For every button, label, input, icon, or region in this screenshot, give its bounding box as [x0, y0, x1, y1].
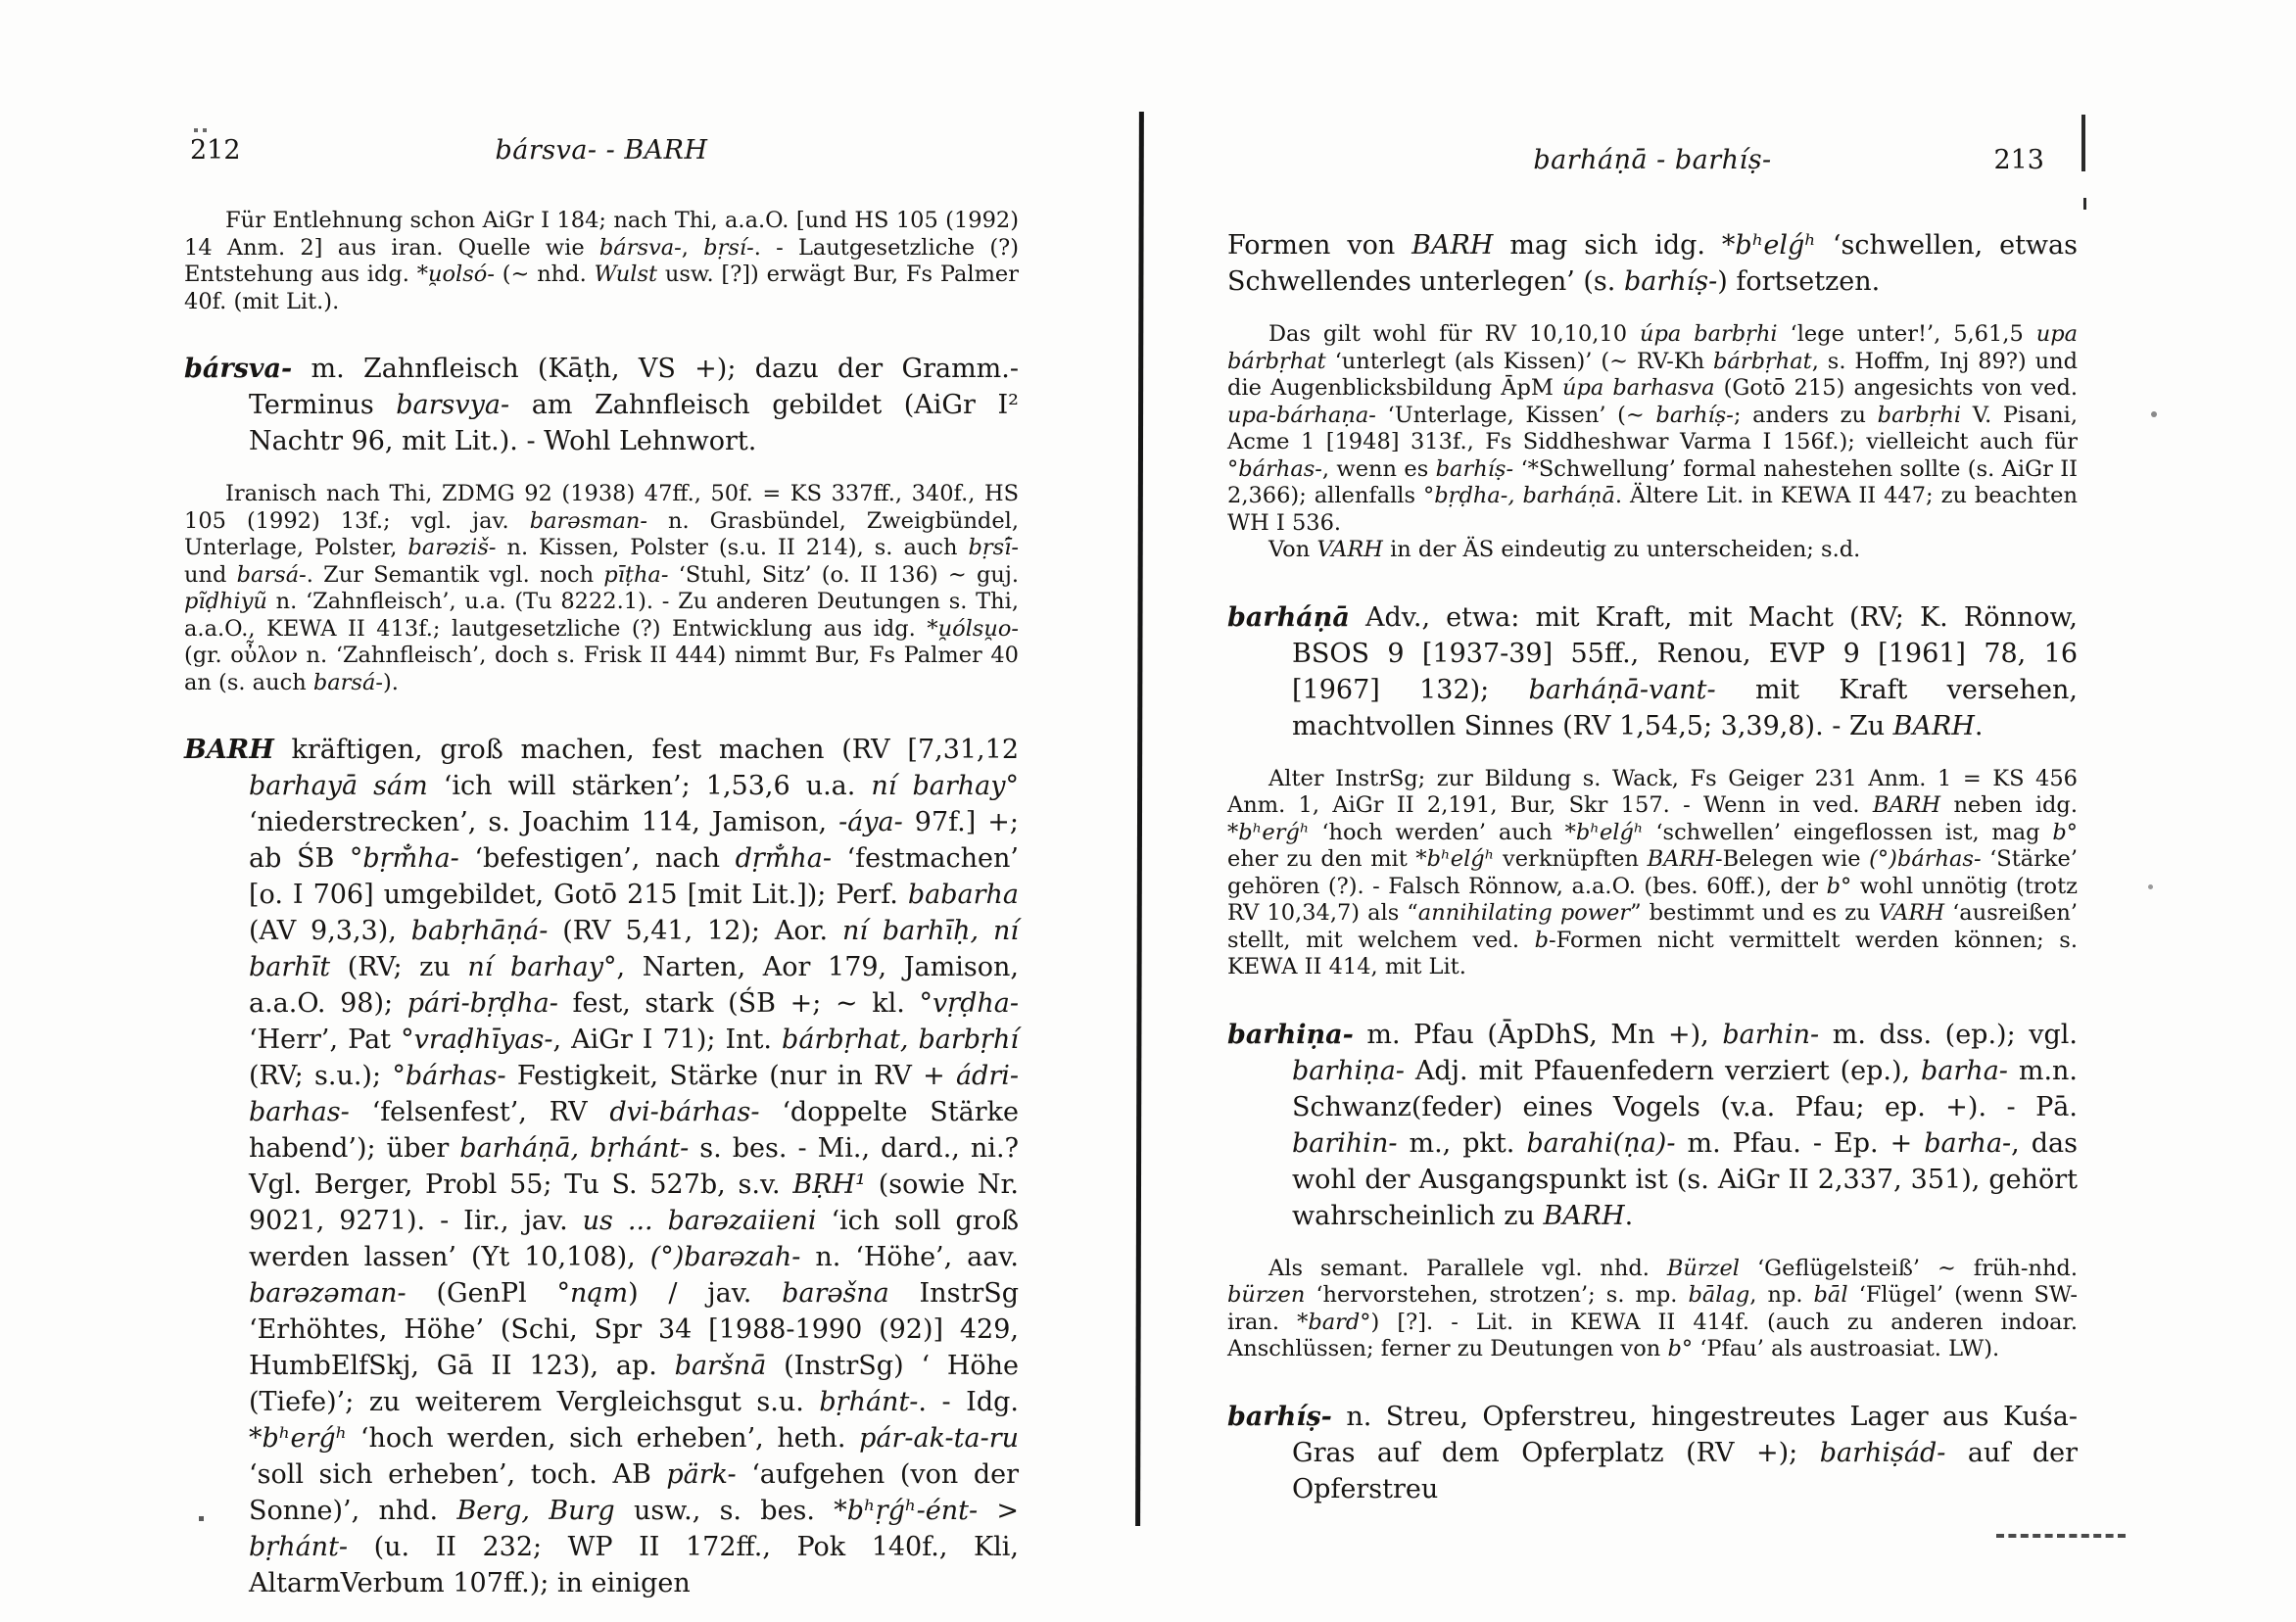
text-run: eher zu den mit — [1227, 846, 1416, 872]
text-run: barəšna — [782, 1278, 889, 1309]
left-column-blocks — [184, 208, 1019, 1601]
text-run: Für Entlehnung schon AiGr I 184; nach Thi, a.a.O. [und HS 105 (1992) 14 Anm. 2] aus iran. Quelle wie — [184, 208, 1019, 261]
text-run: , AiGr I 71); Int. — [552, 1025, 783, 1055]
text-run: BARH — [1543, 1200, 1625, 1231]
text-run: ‘ausreißen’ stellt, mit welchem ved. — [1227, 900, 2079, 953]
paragraph — [184, 351, 1019, 459]
text-run: *bʰelǵʰ — [1564, 819, 1644, 845]
text-run: in der ÄS eindeutig zu unterscheiden; s.d. — [1382, 537, 1861, 562]
text-run: ‘doppelte Stärke habend’); über — [249, 1097, 1019, 1164]
text-run: kräftigen, groß machen, fest machen (RV [7,31,12 — [273, 735, 1019, 765]
scan-artifact-dot — [203, 128, 207, 132]
text-run: (GenPl — [406, 1278, 557, 1309]
text-run: barbṛhi — [1877, 402, 1962, 428]
headword: BARH — [184, 735, 274, 765]
text-run: Alter InstrSg; zur Bildung s. Wack, Fs Geiger 231 Anm. 1 = KS 456 Anm. 1, AiGr II 2,191, Bur, Skr 157. - Wenn in ved. — [1227, 765, 2078, 818]
scan-artifact-dashes — [1996, 1534, 2126, 1538]
text-run: und — [184, 561, 237, 588]
text-run: bṛhánt- — [819, 1387, 919, 1417]
text-run: barhíṣ- — [1623, 266, 1718, 297]
text-run: barəziš- — [407, 535, 497, 560]
text-run: barháṇā, bṛhánt- — [459, 1133, 690, 1164]
headword: bársva- — [184, 354, 293, 384]
text-run: ‘ich soll groß werden lassen’ (Yt 10,108), — [249, 1206, 1019, 1272]
scan-artifact-dot — [2151, 411, 2157, 417]
running-title-right: barháṇā - barhíṣ- — [1533, 145, 1772, 175]
text-run: barəsman- — [529, 507, 647, 534]
text-run: verknüpften — [1494, 846, 1648, 872]
text-run: barháṇā-vant- — [1528, 674, 1716, 705]
text-run: (u. II 232; WP II 172ff., Pok 140f., Kli, AltarmVerbum 107ff.); in einigen — [249, 1532, 1019, 1598]
text-run: , np. — [1749, 1282, 1814, 1308]
text-run: (AV 9,3,3), — [249, 916, 411, 946]
text-run: ; anders zu — [1733, 402, 1878, 428]
text-run: BARH — [1647, 846, 1715, 872]
text-run: bṛsí- — [703, 234, 754, 261]
text-run: , s. Hoffm, Inj 89?) und die Augenblicksbildung ĀpM — [1227, 348, 2078, 401]
text-run: °bárhas- — [392, 1061, 506, 1091]
text-run: annihilating power — [1417, 900, 1631, 926]
text-run: *u̯olsó- — [416, 262, 495, 287]
text-run: bársva- — [598, 234, 682, 261]
text-run: úpa barbṛhi — [1639, 321, 1778, 347]
text-run: (gr. οὖλον n. ‘Zahnfleisch’, doch s. Frisk II 444) nimmt Bur, Fs Palmer 40 an (s. auch — [184, 643, 1019, 695]
text-run: *bʰerǵʰ — [249, 1423, 348, 1454]
text-run: barsá- — [236, 561, 307, 588]
page-left — [184, 135, 1019, 1601]
paragraph — [1227, 1399, 2078, 1507]
scan-artifact-mark — [2081, 115, 2085, 171]
text-run: *u̯ólsu̯o- — [927, 615, 1019, 642]
text-run: ‘hoch werden, sich erheben’, heth. — [347, 1423, 860, 1454]
text-run: ‘Geflügelsteiß’ ~ früh-nhd. — [1740, 1255, 2078, 1281]
text-run: (~ nhd. — [494, 262, 595, 287]
text-run: *bard° — [1297, 1309, 1371, 1335]
text-run: bṛsī́- — [968, 535, 1019, 560]
text-run: ní barhay° — [871, 771, 1020, 801]
text-run: *bʰṛǵʰ-ént- — [834, 1496, 979, 1526]
text-run: bālag — [1688, 1282, 1750, 1308]
text-run: BARH — [1872, 792, 1941, 818]
text-run: ‘festmachen’ [o. I 706] umgebildet, Gotō 215 [mit Lit.]); Perf. — [249, 843, 1019, 910]
text-run: n. Grasbündel, Zweigbündel, Unterlage, Polster, — [184, 507, 1019, 560]
text-run: n. ‘Zahnfleisch’, u.a. (Tu 8222.1). - Zu anderen Deutungen s. Thi, a.a.O., KEWA II 413f.; lautgesetzliche (?) Entwicklung aus idg. — [184, 589, 1019, 642]
paragraph — [1227, 1256, 2078, 1363]
text-run: m. dss. (ep.); vgl. — [1819, 1019, 2078, 1050]
text-run: barsá- — [312, 669, 383, 695]
text-run: Iranisch nach Thi, ZDMG 92 (1938) 47ff., 50f. = KS 337ff., 340f., HS 105 (1992) 13f.; vgl. jav. — [184, 481, 1019, 534]
paragraph — [1227, 766, 2078, 981]
text-run: dṛm̐ha- — [735, 843, 832, 874]
text-run: . Zur Semantik vgl. noch — [306, 561, 604, 588]
text-run: bárbṛhat, barbṛhí — [782, 1025, 1019, 1055]
text-run: (RV; s.u.); — [249, 1061, 393, 1091]
text-run: ní barhay° — [467, 952, 617, 982]
paragraph — [1227, 321, 2078, 537]
text-run: ádri-barhas- — [249, 1061, 1019, 1127]
text-run: ‘befestigen’, nach — [458, 843, 736, 874]
right-column-blocks — [1227, 227, 2078, 1507]
text-run: (InstrSg) ‘ Höhe (Tiefe)’; zu weiterem Vergleichsgut s.u. — [249, 1351, 1020, 1417]
paragraph — [1227, 599, 2078, 744]
text-run: ‘lege unter!’, 5,61,5 — [1777, 321, 2036, 347]
text-run: °nąm — [556, 1278, 629, 1309]
headword: barhiṇa- — [1227, 1019, 1354, 1050]
text-run: Adj. mit Pfauenfedern verziert (ep.), — [1404, 1055, 1922, 1086]
text-run: Als semant. Parallele vgl. nhd. — [1268, 1255, 1667, 1281]
text-run: m. Zahnfleisch (Kāṭh, VS +); dazu der Gramm.-Terminus — [249, 354, 1019, 420]
text-run: n. Streu, Opferstreu, hingestreutes Lager aus Kuśa-Gras auf dem Opferplatz (RV +); — [1292, 1401, 2078, 1468]
text-run: babṛhāṇá- — [410, 916, 549, 946]
text-run: bárbṛhat — [1713, 348, 1812, 374]
text-run: . — [1974, 710, 1984, 741]
text-run: barha- — [1921, 1055, 2008, 1086]
text-run: barahi(ṇa)- — [1526, 1127, 1676, 1159]
text-run: ‘niederstrecken’, s. Joachim 114, Jamison, — [249, 807, 839, 837]
text-run: barihin- — [1292, 1127, 1398, 1159]
text-run: barsvya- — [396, 390, 510, 420]
page-number-right: 213 — [1993, 145, 2044, 175]
text-run: (RV; zu — [330, 952, 468, 982]
paragraph — [1227, 1017, 2078, 1234]
text-run: , wenn es — [1321, 455, 1436, 482]
text-run: ‘aufgehen (von der Sonne)’, nhd. — [249, 1459, 1019, 1526]
text-run: , das wohl der Ausgangspunkt ist (s. AiGr II 2,337, 351), gehört wahrscheinlich zu — [1292, 1127, 2079, 1231]
text-run: *bʰelǵʰ — [1415, 846, 1495, 872]
text-run: *bʰelǵʰ — [1721, 230, 1816, 261]
text-run: 97f.] +; ab ŚB — [249, 807, 1019, 874]
text-run: °vraḍhīyas- — [401, 1025, 553, 1055]
text-run: . - Lautgesetzliche (?) Entstehung aus idg. — [184, 234, 1019, 287]
text-run: us ... barəzaiieni — [582, 1206, 817, 1236]
text-run: pĩḍhiyũ — [184, 589, 267, 614]
text-run: ) / jav. — [628, 1278, 783, 1309]
text-run: , — [681, 234, 704, 261]
text-run: bāl — [1813, 1282, 1848, 1308]
text-run: ‘Flügel’ (wenn SW-iran. — [1227, 1282, 2078, 1335]
text-run: ‘Pfau’ als austroasiat. LW). — [1693, 1336, 2000, 1361]
text-run: m. Pfau (ĀpDhS, Mn +), — [1353, 1019, 1723, 1050]
paragraph — [184, 732, 1019, 1601]
text-run: ) fortsetzen. — [1717, 266, 1881, 297]
text-run: Wulst — [594, 262, 658, 287]
text-run: > — [978, 1496, 1019, 1526]
text-run: b — [1534, 927, 1549, 953]
text-run: V. Pisani, Acme 1 [1948] 313f., Fs Siddheshwar Varma I 156f.); vielleicht auch für — [1227, 402, 2079, 454]
page-gutter-line — [1135, 112, 1144, 1526]
text-run: fest, stark (ŚB +; ~ kl. — [557, 988, 920, 1019]
text-run: ‘unterlegt (als Kissen)’ (~ RV-Kh — [1325, 348, 1714, 374]
text-run: -Formen nicht vermittelt werden können; s. KEWA II 414, mit Lit. — [1227, 927, 2078, 979]
text-run: baršnā — [674, 1351, 767, 1381]
running-title-left: bársva- - BARH — [495, 135, 708, 166]
text-run: pärk- — [666, 1459, 737, 1490]
text-run: ” bestimmt und es zu — [1630, 900, 1879, 926]
text-run: pár-ak-ta-ru — [859, 1423, 1019, 1454]
text-run: upa bárbṛhat — [1227, 321, 2079, 374]
text-run: b° — [1667, 1336, 1694, 1361]
text-run: upa-bárhaṇa- — [1227, 402, 1376, 428]
text-run: °vṛḍha- — [919, 988, 1019, 1019]
text-run: barəzəman- — [249, 1278, 407, 1309]
text-run: ní barhīḥ, ní barhīt — [249, 916, 1020, 982]
text-run: pári-bṛḍha- — [407, 988, 558, 1019]
text-run: . - Idg. — [918, 1387, 1019, 1417]
text-run: BṚH¹ — [792, 1169, 866, 1200]
text-run: Formen von — [1227, 230, 1412, 261]
text-run: Festigkeit, Stärke (nur in RV + — [505, 1061, 956, 1091]
text-run: °bṛm̐ha- — [349, 843, 459, 874]
text-run: ‘ich will stärken’; 1,53,6 u.a. — [427, 771, 872, 801]
paragraph — [1227, 227, 2078, 300]
page-left-header — [184, 135, 1019, 178]
text-run: ) [?]. - Lit. in KEWA II 414f. (auch zu anderen indoar. Anschlüssen; ferner zu Deutungen von — [1227, 1309, 2078, 1361]
text-run: *bʰerǵʰ — [1227, 819, 1310, 845]
text-run: mit Kraft versehen, machtvollen Sinnes (RV 1,54,5; 3,39,8). - Zu — [1292, 674, 2078, 741]
text-run: , Narten, Aor 179, Jamison, a.a.O. 98); — [249, 952, 1019, 1019]
text-run: VARH — [1878, 900, 1945, 926]
text-run: Das gilt wohl für RV 10,10,10 — [1268, 321, 1640, 347]
text-run: bürzen — [1227, 1282, 1306, 1308]
text-run: °bṛḍha-, barháṇā — [1423, 483, 1615, 508]
text-run: m.n. Schwanz(feder) eines Vogels (v.a. Pfau; ep. +). - Pā. — [1292, 1055, 2078, 1122]
text-run: ‘*Schwellung’ formal nahestehen sollte (s. AiGr II 2,366); allenfalls — [1227, 455, 2079, 508]
text-run: barhin- — [1722, 1019, 1820, 1050]
text-run: n. Kissen, Polster (s.u. II 214), s. auch — [496, 535, 969, 560]
text-run: barhíṣ- — [1655, 402, 1734, 428]
text-run: ‘schwellen, etwas Schwellendes unterlegen’ (s. — [1227, 230, 2078, 297]
text-run: (°)bárhas- — [1869, 846, 1982, 872]
text-run: (RV 5,41, 12); Aor. — [548, 916, 842, 946]
text-run: Von — [1268, 537, 1317, 562]
text-run: am Zahnfleisch gebildet (AiGr I² Nachtr 96, mit Lit.). - Wohl Lehnwort. — [249, 390, 1019, 456]
text-run: InstrSg ‘Erhöhtes, Höhe’ (Schi, Spr 34 [1988-1990 (92)] 429, HumbElfSkj, Gā II 123), ap. — [249, 1278, 1020, 1381]
text-run: ‘felsenfest’, RV — [349, 1097, 610, 1127]
text-run: m., pkt. — [1397, 1127, 1527, 1159]
text-run: -áya- — [838, 807, 903, 837]
scan-artifact-dot — [199, 1516, 204, 1521]
page-number-left: 212 — [190, 135, 241, 166]
headword: barhíṣ- — [1227, 1401, 1332, 1432]
text-run: Bürzel — [1666, 1255, 1741, 1281]
text-run: . Ältere Lit. in KEWA II 447; zu beachten WH I 536. — [1227, 483, 2078, 536]
text-run: (Gotō 215) angesichts von ved. — [1714, 375, 2079, 401]
text-run: úpa barhasva — [1562, 375, 1715, 401]
text-run: wohl unnötig (trotz RV 10,34,7) als “ — [1227, 873, 2078, 926]
text-run: °bárhas- — [1227, 455, 1322, 482]
text-run: . — [1624, 1200, 1634, 1231]
text-run: bṛhánt- — [249, 1532, 349, 1562]
text-run: barhayā sám — [249, 771, 428, 801]
text-run: m. Pfau. - Ep. + — [1675, 1127, 1925, 1159]
text-run: BARH — [1892, 710, 1975, 741]
text-run: usw., s. bes. — [614, 1496, 835, 1526]
text-run: VARH — [1316, 537, 1383, 562]
text-run: n. ‘Höhe’, aav. — [800, 1242, 1020, 1272]
text-run: auf der Opferstreu — [1292, 1437, 2078, 1504]
text-run: Berg, Burg — [456, 1496, 615, 1526]
text-run: ‘soll sich erheben’, toch. AB — [249, 1459, 667, 1490]
text-run: (°)barəzah- — [649, 1242, 801, 1272]
scan-artifact-dot — [194, 128, 198, 132]
text-run: ). — [382, 669, 399, 695]
text-run: b° — [1826, 873, 1852, 899]
text-run: barhiṣád- — [1819, 1437, 1946, 1468]
text-run: ‘hoch werden’ auch — [1309, 819, 1565, 845]
text-run: neben idg. — [1940, 792, 2078, 818]
page-right-header — [1227, 145, 2078, 188]
text-run: Adv., etwa: mit Kraft, mit Macht (RV; K. Rönnow, BSOS 9 [1937-39] 55ff., Renou, EVP 9 [1961] 78, 16 [1967] 132); — [1292, 601, 2078, 705]
text-run: ‘Unterlage, Kissen’ (~ — [1375, 402, 1656, 428]
text-run: babarha — [907, 880, 1019, 910]
text-run: ‘hervorstehen, strotzen’; s. mp. — [1305, 1282, 1689, 1308]
text-run: (sowie Nr. 9021, 9271). - Iir., jav. — [249, 1169, 1020, 1236]
scan-artifact-mark — [2083, 198, 2086, 210]
text-run: ‘schwellen’ eingeflossen ist, mag — [1643, 819, 2053, 845]
scan-artifact-dot — [2148, 884, 2153, 889]
text-run: BARH — [1411, 230, 1494, 261]
text-run: pīṭha- — [603, 561, 669, 588]
text-run: barha- — [1924, 1127, 2012, 1159]
text-run: usw. [?]) erwägt Bur, Fs Palmer 40f. (mit Lit.). — [184, 262, 1020, 314]
text-run: barhíṣ- — [1435, 455, 1514, 482]
text-run: dvi-bárhas- — [609, 1097, 760, 1127]
text-run: s. bes. - Mi., dard., ni.? Vgl. Berger, Probl 55; Tu S. 527b, s.v. — [249, 1133, 1020, 1200]
text-run: ‘Stärke’ gehören (?). - Falsch Rönnow, a.a.O. (bes. 60ff.), der — [1227, 846, 2079, 899]
text-run: mag sich idg. — [1493, 230, 1722, 261]
text-run: ‘Herr’, Pat — [249, 1025, 402, 1055]
paragraph — [1227, 537, 2078, 564]
text-run: -Belegen wie — [1714, 846, 1870, 872]
text-run: b° — [2052, 819, 2078, 845]
paragraph — [184, 208, 1019, 315]
paragraph — [184, 481, 1019, 696]
headword: barháṇā — [1227, 601, 1350, 633]
page-right — [1227, 145, 2078, 1507]
text-run: barhiṇa- — [1292, 1055, 1405, 1086]
text-run: ‘Stuhl, Sitz’ (o. II 136) ~ guj. — [668, 561, 1019, 588]
